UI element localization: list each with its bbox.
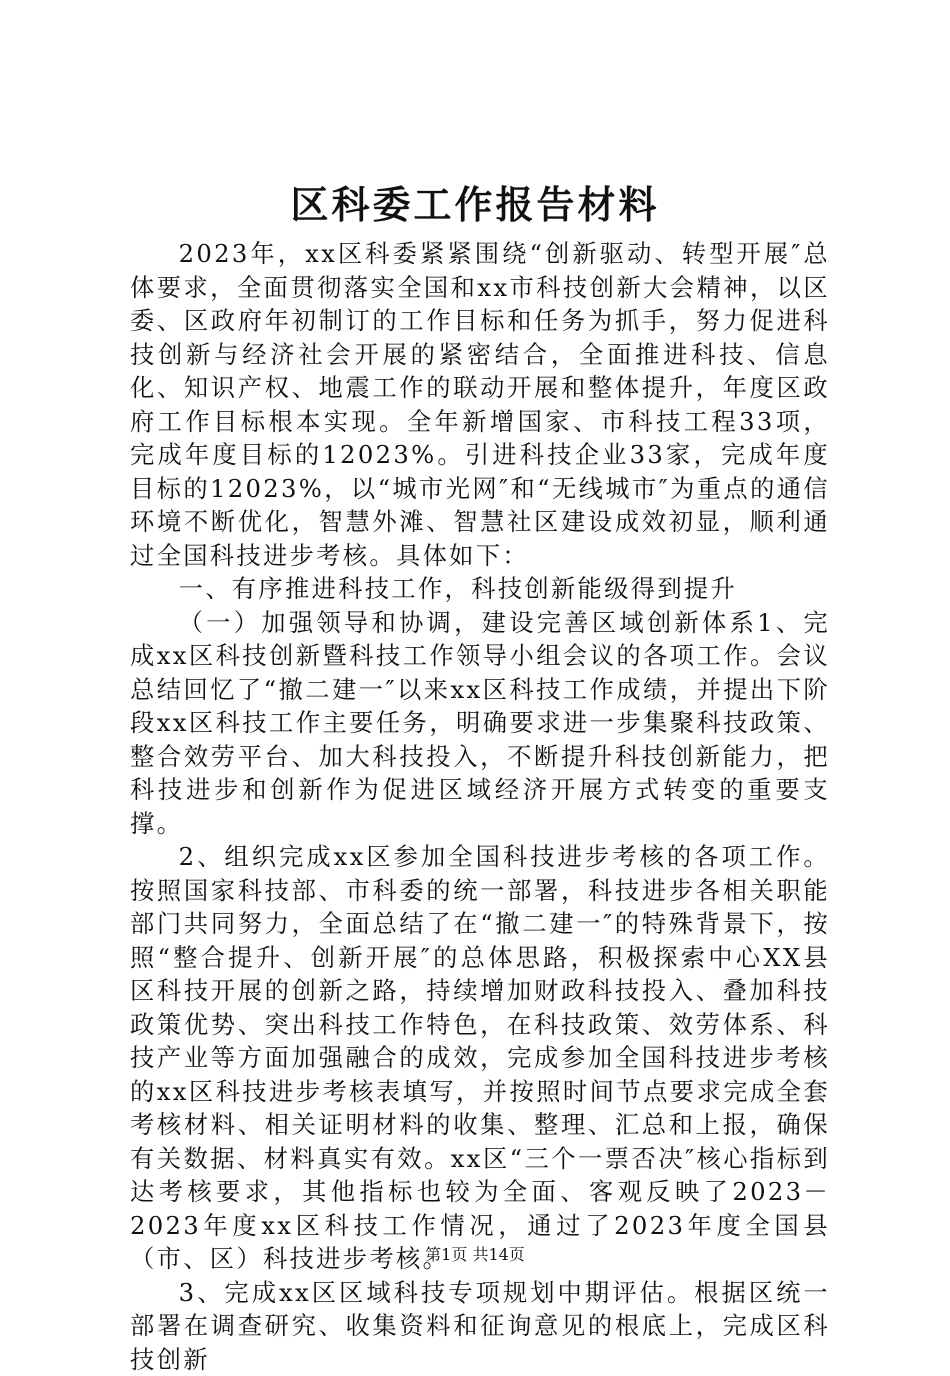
document-title: 区科委工作报告材料 xyxy=(0,180,950,230)
paragraph-item-2: 2、组织完成xx区参加全国科技进步考核的各项工作。按照国家科技部、市科委的统一部署，科技进步各相关职能部门共同努力，全面总结了在“撤二建一″的特殊背景下，按照“整合提升、创新开展″的总体思路，积极探索中心XX县区科技开展的创新之路，持续增加财政科技投入、叠加科技政策优势、突出科技工作特色，在科技政策、效劳体系、科技产业等方面加强融合的成效，完成参加全国科技进步考核的xx区科技进步考核表填写，并按照时间节点要求完成全套考核材料、相关证明材料的收集、整理、汇总和上报，确保有关数据、材料真实有效。xx区“三个一票否决″核心指标到达考核要求，其他指标也较为全面、客观反映了2023－2023年度xx区科技工作情况，通过了2023年度全国县（市、区）科技进步考核。 xyxy=(130,840,830,1276)
paragraph-item-3: 3、完成xx区区域科技专项规划中期评估。根据区统一部署在调查研究、收集资料和征询意见的根底上，完成区科技创新 xyxy=(130,1276,830,1376)
document-body xyxy=(130,237,830,1376)
section-heading-1: 一、有序推进科技工作，科技创新能级得到提升 xyxy=(130,572,830,606)
page-number-footer: 第1页 共14页 xyxy=(0,1244,950,1266)
paragraph-intro: 2023年，xx区科委紧紧围绕“创新驱动、转型开展″总体要求，全面贯彻落实全国和xx市科技创新大会精神，以区委、区政府年初制订的工作目标和任务为抓手，努力促进科技创新与经济社会开展的紧密结合，全面推进科技、信息化、知识产权、地震工作的联动开展和整体提升，年度区政府工作目标根本实现。全年新增国家、市科技工程33项，完成年度目标的12023%。引进科技企业33家，完成年度目标的12023%，以“城市光网″和“无线城市″为重点的通信环境不断优化，智慧外滩、智慧社区建设成效初显，顺利通过全国科技进步考核。具体如下： xyxy=(130,237,830,572)
paragraph-item-1: （一）加强领导和协调，建设完善区域创新体系1、完成xx区科技创新暨科技工作领导小组会议的各项工作。会议总结回忆了“撤二建一″以来xx区科技工作成绩，并提出下阶段xx区科技工作主要任务，明确要求进一步集聚科技政策、整合效劳平台、加大科技投入，不断提升科技创新能力，把科技进步和创新作为促进区域经济开展方式转变的重要支撑。 xyxy=(130,606,830,841)
